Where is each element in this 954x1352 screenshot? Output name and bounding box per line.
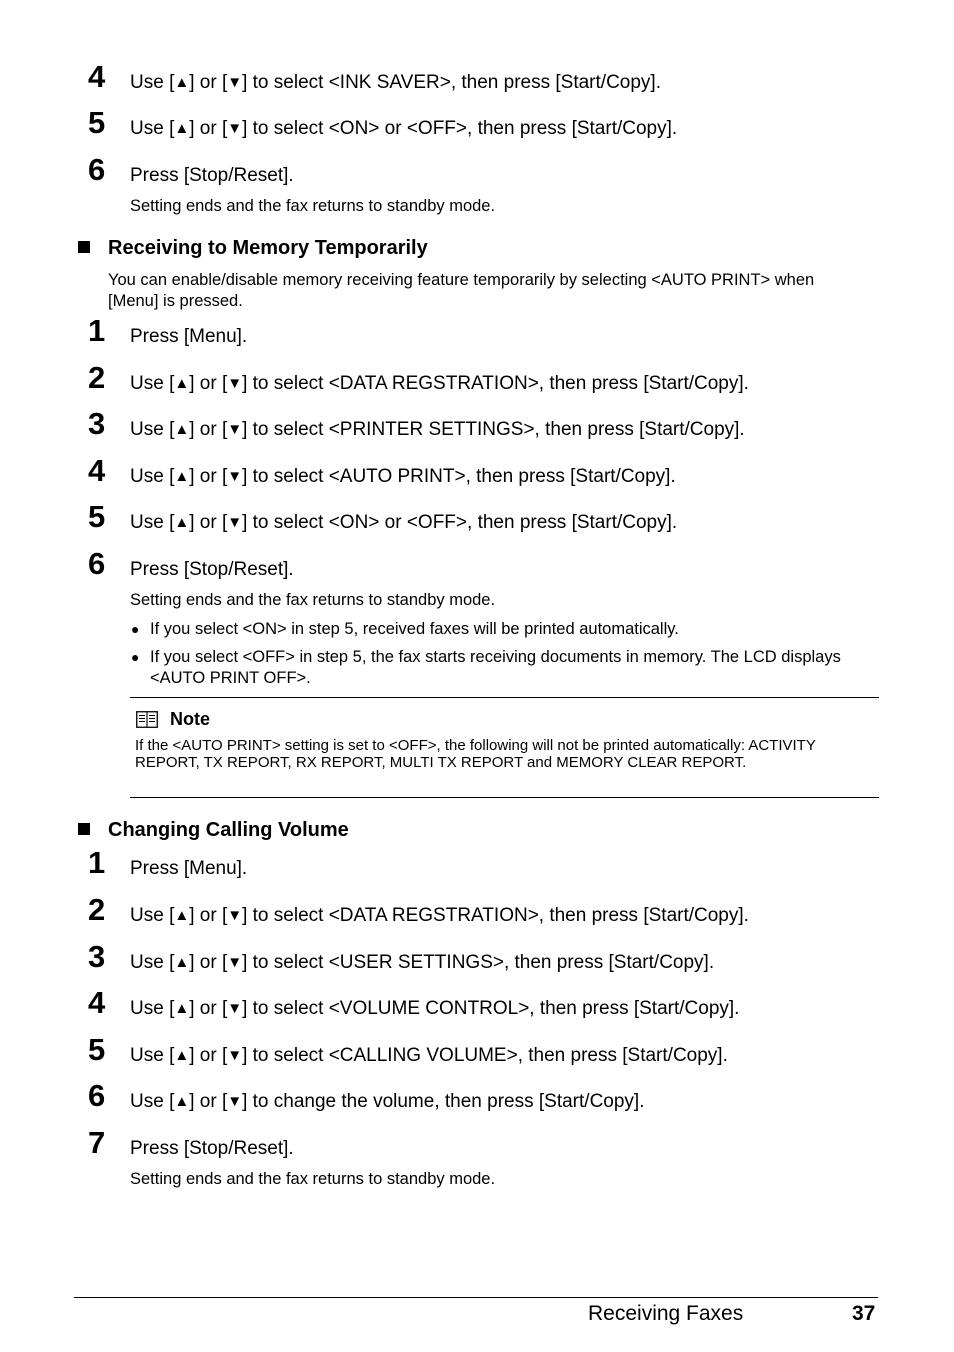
step-number: 3 [88,406,106,441]
footer-rule [74,1297,878,1298]
bullet-dot-icon: ● [131,621,140,637]
step-text: Use [▲] or [▼] to select <DATA REGSTRATION>, then press [Start/Copy]. [130,373,749,394]
down-arrow-icon: ▼ [227,375,243,392]
up-arrow-icon: ▲ [174,1093,190,1110]
step-number: 6 [88,1078,106,1113]
step-text: Use [▲] or [▼] to select <VOLUME CONTROL>, then press [Start/Copy]. [130,998,740,1019]
bullet-item: ● If you select <ON> in step 5, received faxes will be printed automatically. [131,620,679,638]
up-arrow-icon: ▲ [174,468,190,485]
step-text: Use [▲] or [▼] to select <DATA REGSTRATION>, then press [Start/Copy]. [130,905,749,926]
step-text: Press [Stop/Reset]. [130,1138,294,1159]
step-number: 2 [88,892,106,927]
step-text: Press [Stop/Reset]. [130,165,294,186]
step-text: Use [▲] or [▼] to select <PRINTER SETTINGS>, then press [Start/Copy]. [130,419,745,440]
square-bullet-icon [78,823,90,835]
down-arrow-icon: ▼ [227,514,243,531]
step-number: 2 [88,360,106,395]
step-text: Press [Menu]. [130,858,248,879]
up-arrow-icon: ▲ [174,120,190,137]
step-number: 6 [88,546,106,581]
down-arrow-icon: ▼ [227,1000,243,1017]
note-title: Note [136,708,210,730]
down-arrow-icon: ▼ [227,1093,243,1110]
step-number: 4 [88,985,106,1020]
step-number: 5 [88,1032,106,1067]
down-arrow-icon: ▼ [227,120,243,137]
step-text: Use [▲] or [▼] to select <AUTO PRINT>, then press [Start/Copy]. [130,466,676,487]
step-number: 5 [88,499,106,534]
square-bullet-icon [78,241,90,253]
step-number: 5 [88,105,106,140]
up-arrow-icon: ▲ [174,514,190,531]
section-heading-volume: Changing Calling Volume [78,818,349,842]
down-arrow-icon: ▼ [227,1047,243,1064]
bullet-item: ● If you select <OFF> in step 5, the fax starts receiving documents in memory. The LCD displays <AUTO PRINT OFF>. [131,648,841,687]
note-text: If the <AUTO PRINT> setting is set to <OFF>, the following will not be printed automatically: ACTIVITY REPORT, TX REPORT, RX REPORT, MULTI TX REPORT and MEMORY CLEAR REPORT. [135,737,816,771]
section-heading-memory: Receiving to Memory Temporarily [78,236,428,260]
step-result: Setting ends and the fax returns to standby mode. [130,197,496,215]
footer-section-title: Receiving Faxes [588,1302,744,1325]
step-text: Use [▲] or [▼] to select <CALLING VOLUME>, then press [Start/Copy]. [130,1045,728,1066]
page-number: 37 [852,1302,876,1325]
down-arrow-icon: ▼ [227,907,243,924]
up-arrow-icon: ▲ [174,375,190,392]
up-arrow-icon: ▲ [174,907,190,924]
step-text: Use [▲] or [▼] to change the volume, then press [Start/Copy]. [130,1091,645,1112]
step-result: Setting ends and the fax returns to standby mode. [130,591,496,609]
down-arrow-icon: ▼ [227,954,243,971]
bullet-dot-icon: ● [131,649,140,665]
step-number: 3 [88,939,106,974]
step-text: Press [Menu]. [130,326,248,347]
step-text: Use [▲] or [▼] to select <USER SETTINGS>, then press [Start/Copy]. [130,952,715,973]
down-arrow-icon: ▼ [227,74,243,91]
step-text: Use [▲] or [▼] to select <ON> or <OFF>, then press [Start/Copy]. [130,512,678,533]
up-arrow-icon: ▲ [174,1047,190,1064]
step-text: Press [Stop/Reset]. [130,559,294,580]
step-result: Setting ends and the fax returns to standby mode. [130,1170,496,1188]
step-text: Use [▲] or [▼] to select <INK SAVER>, then press [Start/Copy]. [130,72,661,93]
step-number: 7 [88,1125,106,1160]
step-number: 6 [88,152,106,187]
up-arrow-icon: ▲ [174,421,190,438]
step-number: 1 [88,313,106,348]
down-arrow-icon: ▼ [227,468,243,485]
down-arrow-icon: ▼ [227,421,243,438]
up-arrow-icon: ▲ [174,954,190,971]
section-intro: You can enable/disable memory receiving feature temporarily by selecting <AUTO PRINT> when [Menu] is pressed. [108,271,815,310]
up-arrow-icon: ▲ [174,1000,190,1017]
step-number: 4 [88,453,106,488]
step-number: 4 [88,59,106,94]
note-book-icon [136,711,158,728]
up-arrow-icon: ▲ [174,74,190,91]
step-text: Use [▲] or [▼] to select <ON> or <OFF>, then press [Start/Copy]. [130,118,678,139]
step-number: 1 [88,845,106,880]
note-box [130,697,879,798]
